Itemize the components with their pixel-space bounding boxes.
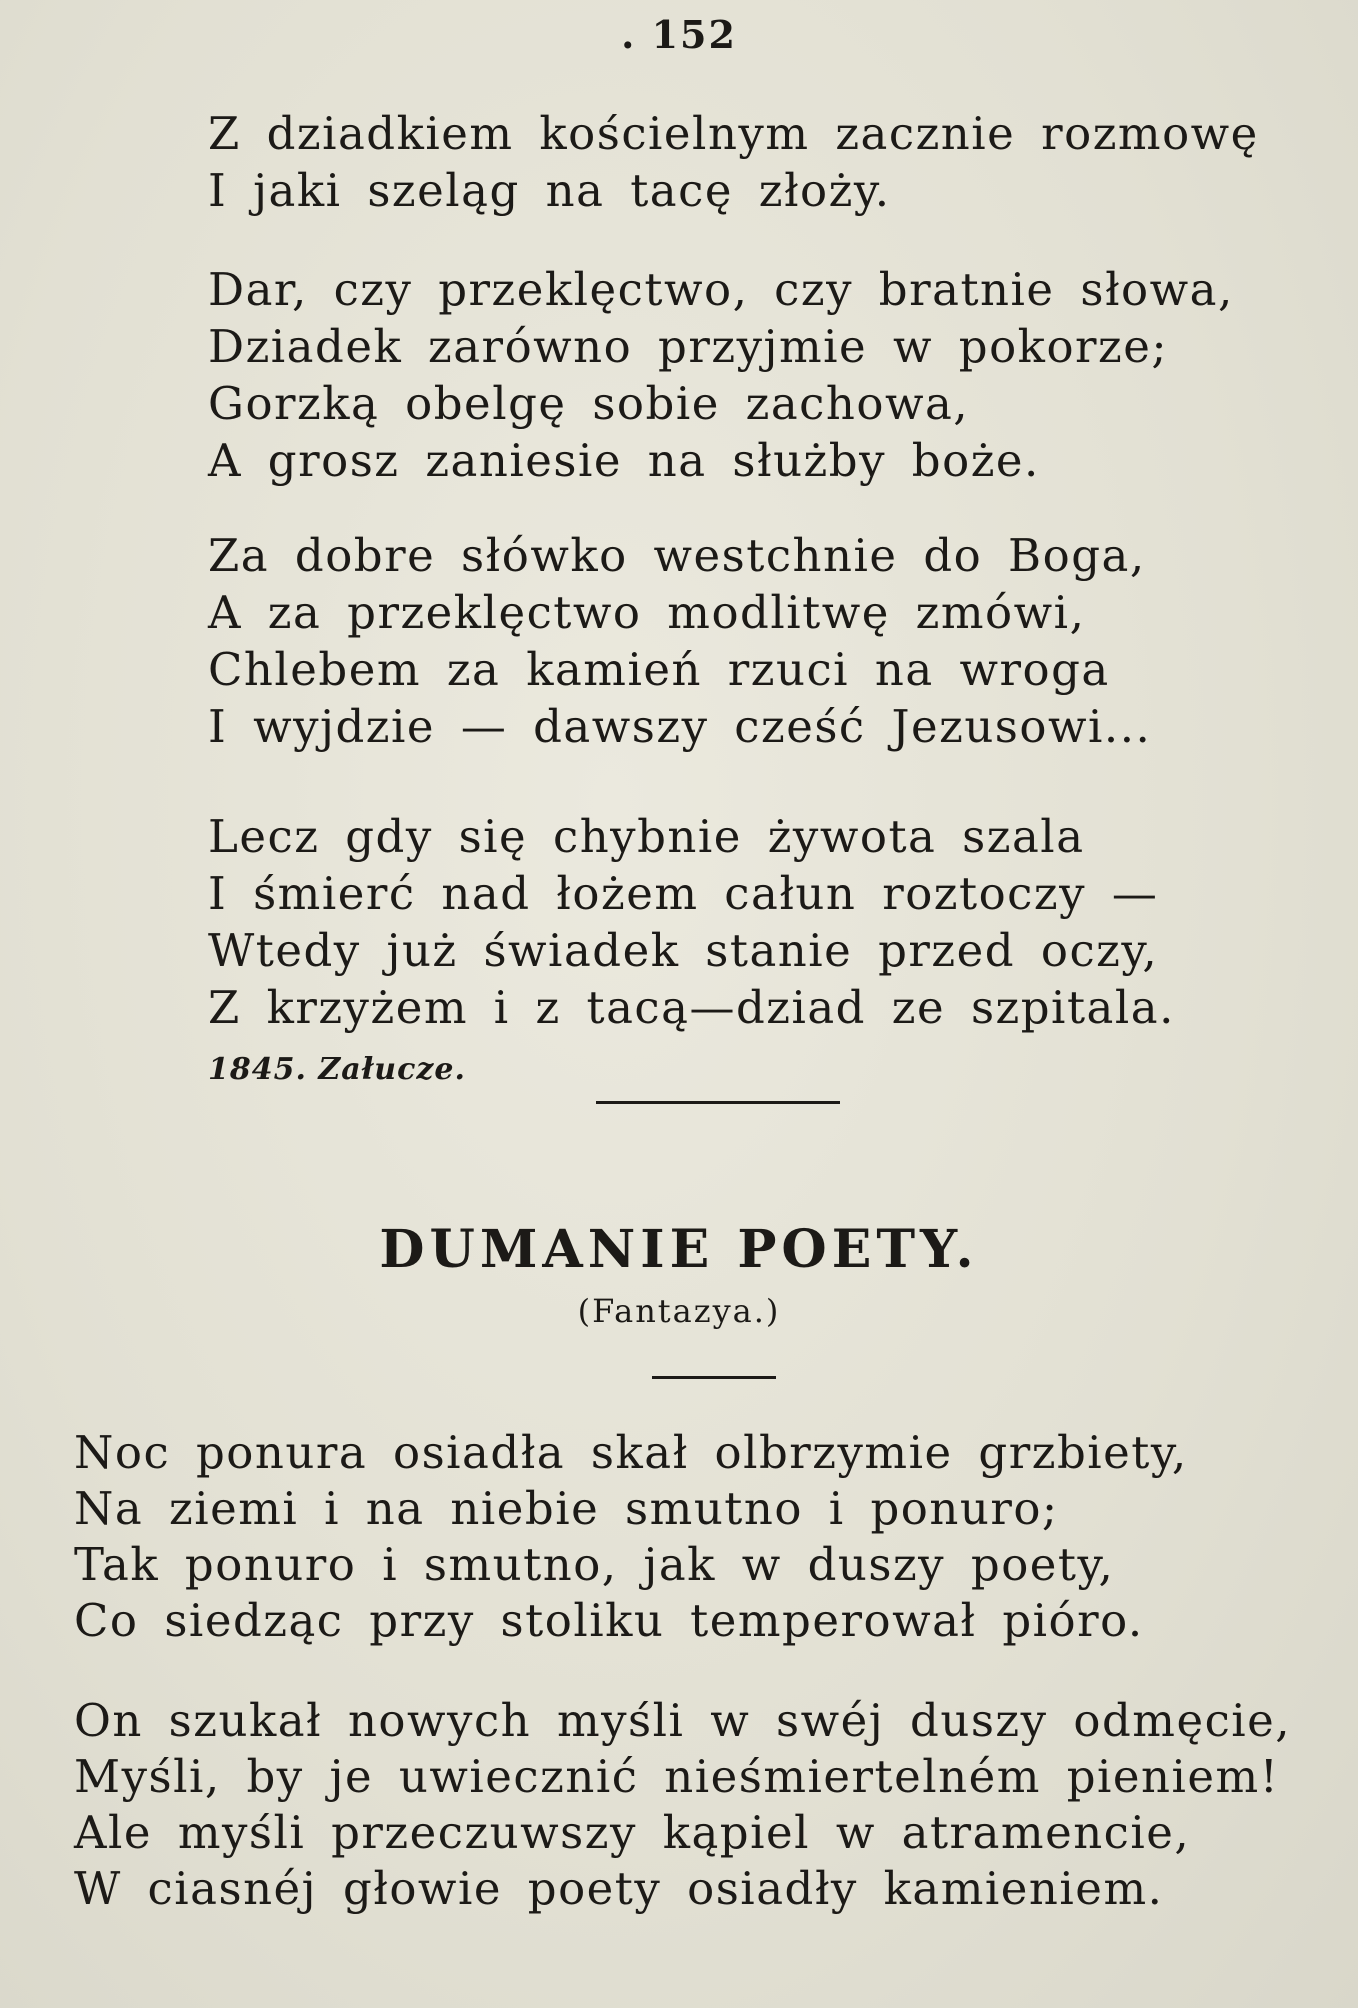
verse-line: Ale myśli przeczuwszy kąpiel w atramencie,: [74, 1806, 1191, 1859]
stanza: [74, 1425, 1188, 1649]
verse-line: I jaki szeląg na tacę złoży.: [208, 164, 891, 217]
verse-line: A za przeklęctwo modlitwę zmówi,: [208, 586, 1086, 639]
verse-line: Chlebem za kamień rzuci na wroga: [208, 643, 1110, 696]
verse-line: Dar, czy przeklęctwo, czy bratnie słowa,: [208, 263, 1234, 316]
verse-line: Myśli, by je uwiecznić nieśmiertelném pieniem!: [74, 1750, 1280, 1803]
stanza: [208, 808, 1175, 1036]
verse-line: I śmierć nad łożem całun roztoczy —: [208, 867, 1159, 920]
poem-title: DUMANIE POETY.: [379, 1219, 979, 1280]
verse-line: Z dziadkiem kościelnym zacznie rozmowę: [208, 107, 1259, 160]
page-number: . 152: [621, 12, 737, 57]
verse-line: On szukał nowych myśli w swéj duszy odmęcie,: [74, 1694, 1292, 1747]
verse-line: Wtedy już świadek stanie przed oczy,: [208, 924, 1159, 977]
section-divider: [596, 1101, 840, 1104]
verse-line: Gorzką obelgę sobie zachowa,: [208, 377, 970, 430]
stanza: [208, 261, 1234, 489]
verse-line: Noc ponura osiadła skał olbrzymie grzbiety,: [74, 1426, 1188, 1479]
verse-line: Dziadek zarówno przyjmie w pokorze;: [208, 320, 1169, 373]
verse-line: Co siedząc przy stoliku temperował pióro.: [74, 1594, 1144, 1647]
verse-line: I wyjdzie — dawszy cześć Jezusowi...: [208, 700, 1152, 753]
verse-line: A grosz zaniesie na służby boże.: [208, 434, 1040, 487]
verse-line: Za dobre słówko westchnie do Boga,: [208, 529, 1146, 582]
stanza: [74, 1693, 1291, 1917]
verse-line: Tak ponuro i smutno, jak w duszy poety,: [74, 1538, 1115, 1591]
verse-line: Lecz gdy się chybnie żywota szala: [208, 810, 1085, 863]
stanza: [208, 527, 1151, 755]
title-divider: [652, 1376, 776, 1379]
verse-line: W ciasnéj głowie poety osiadły kamieniem.: [74, 1862, 1164, 1915]
stanza: [208, 105, 1259, 219]
poem-subtitle: (Fantazya.): [577, 1292, 781, 1330]
verse-line: Na ziemi i na niebie smutno i ponuro;: [74, 1482, 1059, 1535]
verse-line: Z krzyżem i z tacą—dziad ze szpitala.: [208, 981, 1175, 1034]
dateline: 1845. Załucze.: [208, 1052, 466, 1087]
